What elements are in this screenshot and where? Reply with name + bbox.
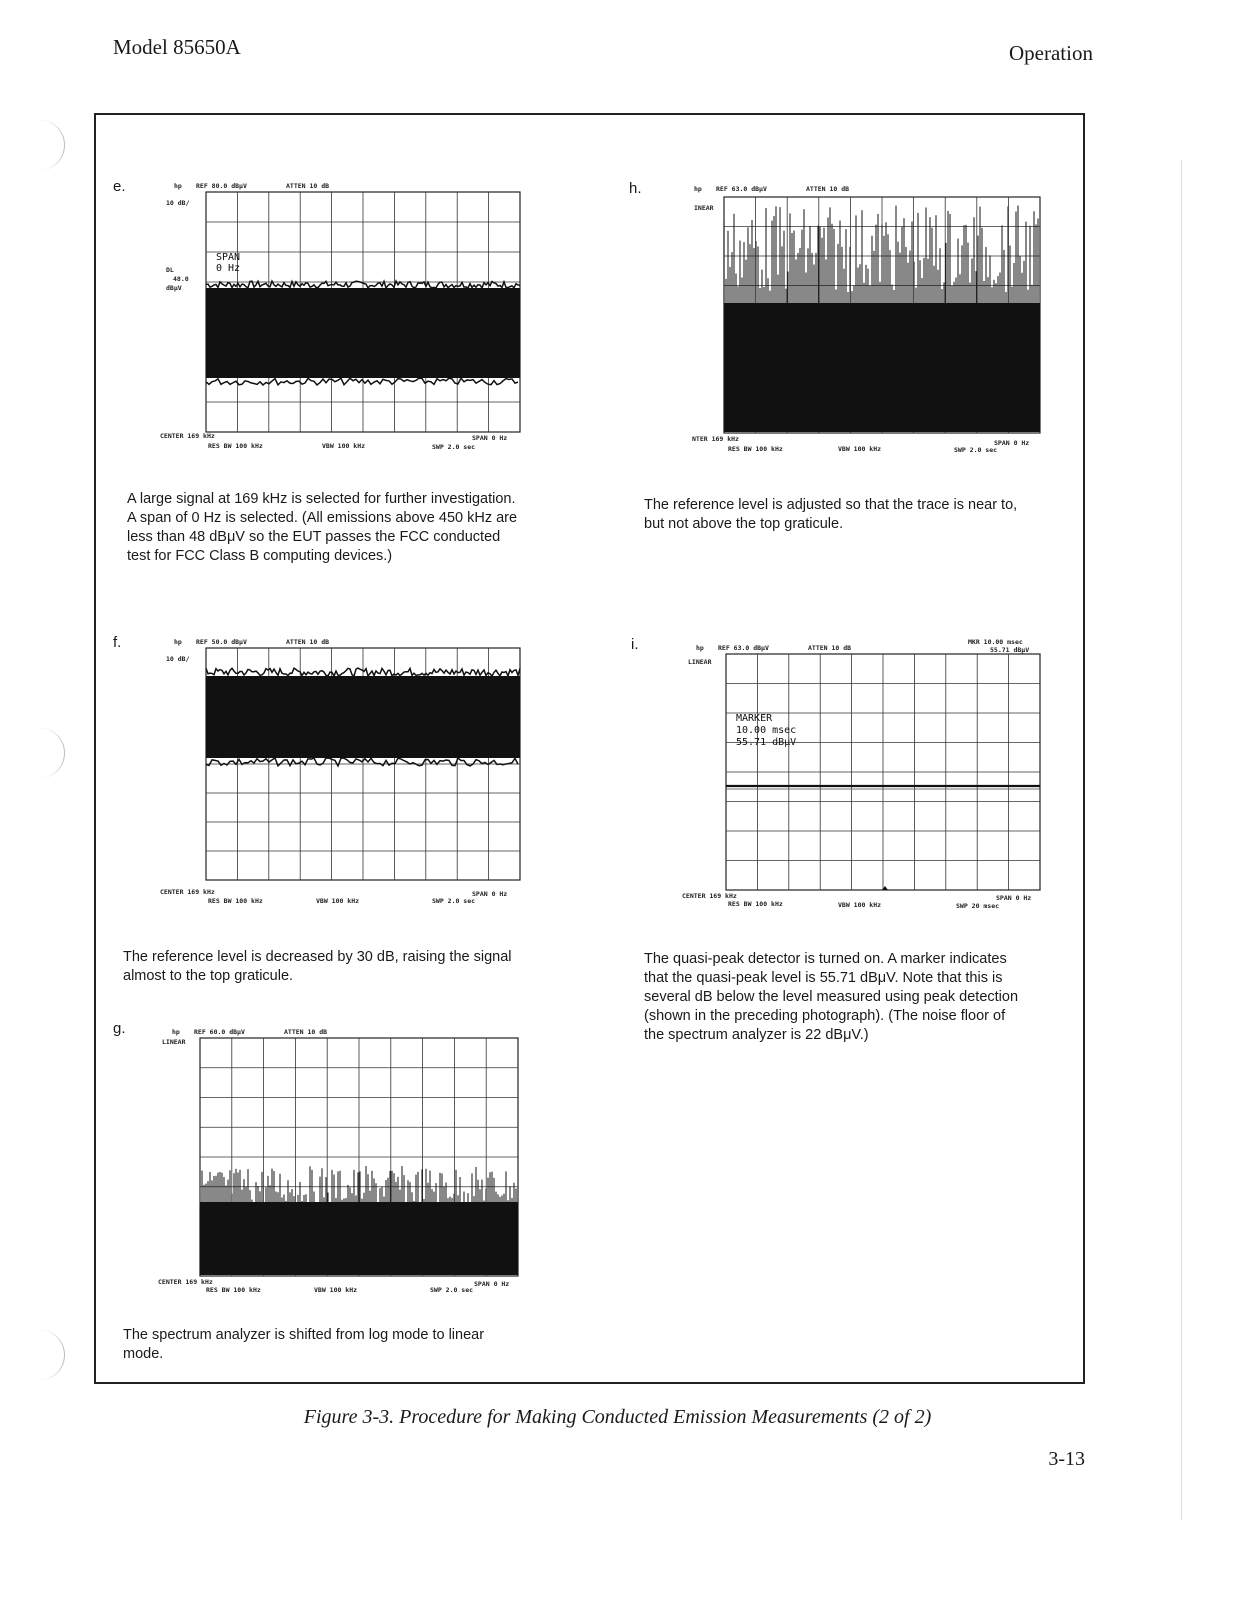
caption-line: A span of 0 Hz is selected. (All emissions above 450 kHz are bbox=[127, 510, 518, 526]
panel-e-dl-value: 48.0 bbox=[173, 275, 189, 283]
trace-fill bbox=[206, 676, 520, 758]
panel-i-span: SPAN 0 Hz bbox=[996, 894, 1032, 902]
panel-h-ref: REF 63.0 dBμV bbox=[716, 185, 767, 193]
panel-h-letter: h. bbox=[629, 180, 642, 197]
panel-i-rbw: RES BW 100 kHz bbox=[728, 900, 783, 908]
panel-g-span: SPAN 0 Hz bbox=[474, 1280, 510, 1288]
panel-f-letter: f. bbox=[113, 634, 122, 651]
panel-i-swp: SWP 20 msec bbox=[956, 902, 1000, 910]
panel-g-vbw: VBW 100 kHz bbox=[314, 1286, 358, 1294]
panel-i-atten: ATTEN 10 dB bbox=[808, 644, 852, 652]
page-number: 3-13 bbox=[1048, 1448, 1085, 1470]
panel-i-mkr: MKR 10.00 msec bbox=[968, 638, 1023, 646]
panel-i-scale: LINEAR bbox=[688, 658, 712, 666]
panel-g-center: CENTER 169 kHz bbox=[158, 1278, 213, 1286]
panel-i-hp: hp bbox=[696, 644, 704, 652]
panel-e-vbw: VBW 100 kHz bbox=[322, 442, 366, 450]
panel-h-atten: ATTEN 10 dB bbox=[806, 185, 850, 193]
panel-e-span-overlay-value: 0 Hz bbox=[216, 263, 241, 274]
panel-e-trace bbox=[206, 281, 520, 385]
panel-f-atten: ATTEN 10 dB bbox=[286, 638, 330, 646]
panel-f-swp: SWP 2.0 sec bbox=[432, 897, 476, 905]
panel-f-ref: REF 50.0 dBμV bbox=[196, 638, 247, 646]
panel-e-span: SPAN 0 Hz bbox=[472, 434, 508, 442]
panel-h-scale: INEAR bbox=[694, 204, 714, 212]
binder-hole bbox=[34, 1330, 65, 1380]
panel-g-letter: g. bbox=[113, 1020, 126, 1037]
panel-f-vbw: VBW 100 kHz bbox=[316, 897, 360, 905]
panel-i-mkr-value: 55.71 dBμV bbox=[990, 646, 1030, 654]
panel-g-screen bbox=[158, 1026, 538, 1301]
panel-e-screen bbox=[160, 180, 540, 455]
caption-line: The quasi-peak detector is turned on. A marker indicates bbox=[644, 951, 1007, 967]
panel-i-vbw: VBW 100 kHz bbox=[838, 901, 882, 909]
panel-e-center: CENTER 169 kHz bbox=[160, 432, 215, 440]
panel-e-rbw: RES BW 100 kHz bbox=[208, 442, 263, 450]
panel-i-graticule bbox=[726, 654, 1040, 890]
caption-line: several dB below the level measured using peak detection bbox=[644, 989, 1019, 1005]
panel-i-marker-level: 55.71 dBμV bbox=[736, 737, 797, 748]
panel-h-span: SPAN 0 Hz bbox=[994, 439, 1030, 447]
caption-line: A large signal at 169 kHz is selected for further investigation. bbox=[127, 491, 516, 507]
panel-e-dl-unit: dBμV bbox=[166, 284, 182, 292]
caption-line: but not above the top graticule. bbox=[644, 516, 844, 532]
binder-hole bbox=[34, 728, 65, 778]
running-header-model: Model 85650A bbox=[113, 35, 241, 59]
panel-e-span-overlay: SPAN bbox=[216, 252, 241, 263]
caption-line: the spectrum analyzer is 22 dBμV.) bbox=[644, 1027, 869, 1043]
panel-f-caption bbox=[123, 948, 549, 986]
panel-g-scale: LINEAR bbox=[162, 1038, 186, 1046]
panel-f-hp: hp bbox=[174, 638, 182, 646]
panel-g-svg bbox=[158, 1026, 538, 1301]
caption-line: almost to the top graticule. bbox=[123, 968, 294, 984]
panel-i-marker-label: MARKER bbox=[736, 713, 773, 724]
panel-f-trace bbox=[206, 668, 520, 766]
caption-line: The reference level is decreased by 30 dB, raising the signal bbox=[123, 949, 512, 965]
panel-g-caption bbox=[123, 1326, 549, 1364]
panel-h-screen bbox=[688, 183, 1058, 458]
panel-e-dl: DL bbox=[166, 266, 174, 274]
panel-i-caption bbox=[644, 950, 1068, 1045]
panel-g-hp: hp bbox=[172, 1028, 180, 1036]
panel-i-marker-time: 10.00 msec bbox=[736, 725, 797, 736]
panel-h-vbw: VBW 100 kHz bbox=[838, 445, 882, 453]
caption-line: The reference level is adjusted so that the trace is near to, bbox=[644, 497, 1018, 513]
caption-line: The spectrum analyzer is shifted from log mode to linear bbox=[123, 1327, 485, 1343]
panel-h-hp: hp bbox=[694, 185, 702, 193]
panel-e-swp: SWP 2.0 sec bbox=[432, 443, 476, 451]
panel-g-atten: ATTEN 10 dB bbox=[284, 1028, 328, 1036]
page-edge-mark bbox=[1181, 160, 1182, 1520]
panel-e-ref: REF 80.0 dBμV bbox=[196, 182, 247, 190]
panel-i-svg bbox=[682, 636, 1052, 916]
panel-h-trace bbox=[724, 205, 1040, 432]
panel-h-center: NTER 169 kHz bbox=[692, 435, 739, 443]
panel-i-screen bbox=[682, 636, 1052, 916]
panel-h-rbw: RES BW 100 kHz bbox=[728, 445, 783, 453]
panel-h-swp: SWP 2.0 sec bbox=[954, 446, 998, 454]
panel-f-screen bbox=[160, 636, 540, 911]
caption-line: (shown in the preceding photograph). (The noise floor of bbox=[644, 1008, 1006, 1024]
caption-line: test for FCC Class B computing devices.) bbox=[127, 548, 393, 564]
trace-fill bbox=[206, 288, 520, 378]
panel-h-svg bbox=[688, 183, 1058, 458]
panel-e-scale: 10 dB/ bbox=[166, 199, 190, 207]
panel-h-caption bbox=[644, 496, 1070, 534]
binder-hole bbox=[34, 120, 65, 170]
caption-line: less than 48 dBμV so the EUT passes the FCC conducted bbox=[127, 529, 501, 545]
trace-edge bbox=[206, 758, 518, 766]
panel-e-hp: hp bbox=[174, 182, 182, 190]
trace-edge bbox=[206, 378, 518, 385]
caption-line: that the quasi-peak level is 55.71 dBμV. Note that this is bbox=[644, 970, 1003, 986]
panel-f-center: CENTER 169 kHz bbox=[160, 888, 215, 896]
panel-i-center: CENTER 169 kHz bbox=[682, 892, 737, 900]
panel-e-caption bbox=[127, 490, 551, 566]
panel-e-letter: e. bbox=[113, 178, 126, 195]
panel-f-rbw: RES BW 100 kHz bbox=[208, 897, 263, 905]
figure-caption: Figure 3-3. Procedure for Making Conducted Emission Measurements (2 of 2) bbox=[303, 1406, 932, 1428]
panel-e-atten: ATTEN 10 dB bbox=[286, 182, 330, 190]
panel-f-scale: 10 dB/ bbox=[166, 655, 190, 663]
running-header-section: Operation bbox=[1009, 41, 1093, 65]
caption-line: mode. bbox=[123, 1346, 164, 1362]
panel-e-svg bbox=[160, 180, 540, 455]
panel-g-rbw: RES BW 100 kHz bbox=[206, 1286, 261, 1294]
panel-f-svg bbox=[160, 636, 540, 911]
panel-g-ref: REF 60.0 dBμV bbox=[194, 1028, 245, 1036]
panel-i-ref: REF 63.0 dBμV bbox=[718, 644, 769, 652]
panel-g-swp: SWP 2.0 sec bbox=[430, 1286, 474, 1294]
panel-i-letter: i. bbox=[631, 636, 639, 653]
panel-f-span: SPAN 0 Hz bbox=[472, 890, 508, 898]
